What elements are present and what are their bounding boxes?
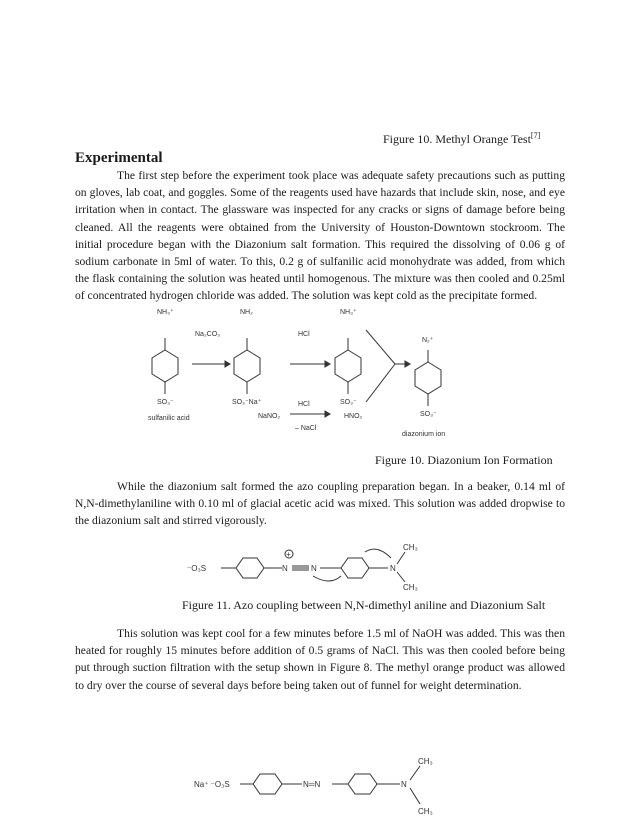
- label-hno2: HNO₂: [344, 413, 363, 420]
- azo-coupling-scheme: [185, 540, 445, 592]
- paragraph-text: The first step before the experiment took place was adequate safety precautions such as putting on gloves, lab coat, and goggles. Some of the reagents used have hazards that include skin, nose, and eye irritation when in contact. The glassware was inspected for any cracks or signs of damage before being cleaned. All the reagents were obtained from the University of Houston-Downtown stockroom. The initial procedure began with the Diazonium salt formation. This required the dissolving of 0.06 g of sodium carbonate in 5ml of water. To this, 0.2 g of sulfanilic acid monohydrate was added, from which the flask containing the solution was heated until homogenous. The mixture was then cooled and 0.25ml of concentrated hydrogen chloride was added. The solution was kept cold as the precipitate formed.: [75, 169, 565, 303]
- methyl-orange-structure: [190, 752, 460, 822]
- label-ch3-top: CH₃: [418, 757, 433, 766]
- benzene-ring-right: [348, 774, 377, 794]
- label-n-left: N: [282, 564, 288, 573]
- electron-arrow-2: [313, 576, 341, 581]
- benzene-ring-1: [152, 350, 178, 382]
- benzene-ring-2: [234, 350, 260, 382]
- paragraph-workup: [75, 625, 565, 694]
- label-hcl-1: HCl: [298, 331, 310, 338]
- label-so3-1: SO₃⁻: [157, 399, 174, 406]
- label-nano2: NaNO₂: [258, 413, 281, 420]
- label-diazonium-ion: diazonium ion: [402, 431, 446, 438]
- label-na2co3: Na₂CO₃: [195, 331, 221, 338]
- label-azo: N═N: [303, 780, 321, 789]
- label-ch3-bottom: CH₃: [403, 583, 418, 592]
- label-sulfanilic-acid: sulfanilic acid: [148, 415, 190, 422]
- label-n2plus: N₂⁺: [422, 337, 434, 344]
- electron-arrow-1: [365, 549, 391, 558]
- figure-11-caption: Figure 11. Azo coupling between N,N-dimethyl aniline and Diazonium Salt: [182, 598, 546, 612]
- label-ch3-bottom: CH₃: [418, 807, 433, 816]
- label-n-amine: N: [401, 780, 407, 789]
- paragraph-safety: [75, 167, 565, 305]
- paragraph-azo-coupling: [75, 478, 565, 530]
- benzene-ring-b: [341, 558, 369, 578]
- label-so3na: SO₃⁻Na⁺: [232, 399, 262, 406]
- label-n-amine: N: [390, 564, 396, 573]
- label-nh3-1: NH₃⁺: [157, 309, 174, 316]
- label-minus-nacl: – NaCl: [295, 425, 317, 432]
- paragraph-text: This solution was kept cool for a few minutes before 1.5 ml of NaOH was added. This was then heated for roughly 15 minutes before addition of 0.5 grams of NaCl. This was then cooled before being put through suction filtration with the setup shown in Figure 8. The methyl orange product was allowed to dry over the course of several days before being taken out of funnel for weight determination.: [75, 627, 565, 692]
- label-n-right: N: [311, 564, 317, 573]
- benzene-ring-left: [253, 774, 282, 794]
- benzene-ring-a: [236, 558, 264, 578]
- label-na-o3s: Na⁺ ⁻O₃S: [194, 780, 230, 789]
- label-ch3-top: CH₃: [403, 543, 418, 552]
- figure-10-top-caption: [383, 131, 540, 147]
- label-so3-2: SO₃⁻: [340, 399, 357, 406]
- caption-text: Figure 10. Methyl Orange Test: [383, 132, 531, 146]
- benzene-ring-3: [335, 350, 361, 382]
- label-o3s: ⁻O₃S: [187, 564, 207, 573]
- label-hcl-2: HCl: [298, 401, 310, 408]
- label-nh3-2: NH₃⁺: [340, 309, 357, 316]
- benzene-ring-4: [415, 362, 441, 394]
- figure-10-caption: Figure 10. Diazonium Ion Formation: [375, 453, 553, 467]
- label-plus: +: [286, 550, 291, 559]
- diazonium-formation-scheme: [140, 302, 540, 442]
- label-nh2: NH₂: [240, 309, 253, 316]
- reference-superscript: [7]: [530, 131, 541, 140]
- section-heading: Experimental: [75, 150, 163, 166]
- paragraph-text: While the diazonium salt formed the azo coupling preparation began. In a beaker, 0.14 ml of N,N-dimethylaniline with 0.10 ml of glacial acetic acid was mixed. This solution was added dropwise to the diazonium salt and stirred vigorously.: [75, 480, 565, 528]
- label-so3-3: SO₃⁻: [420, 411, 437, 418]
